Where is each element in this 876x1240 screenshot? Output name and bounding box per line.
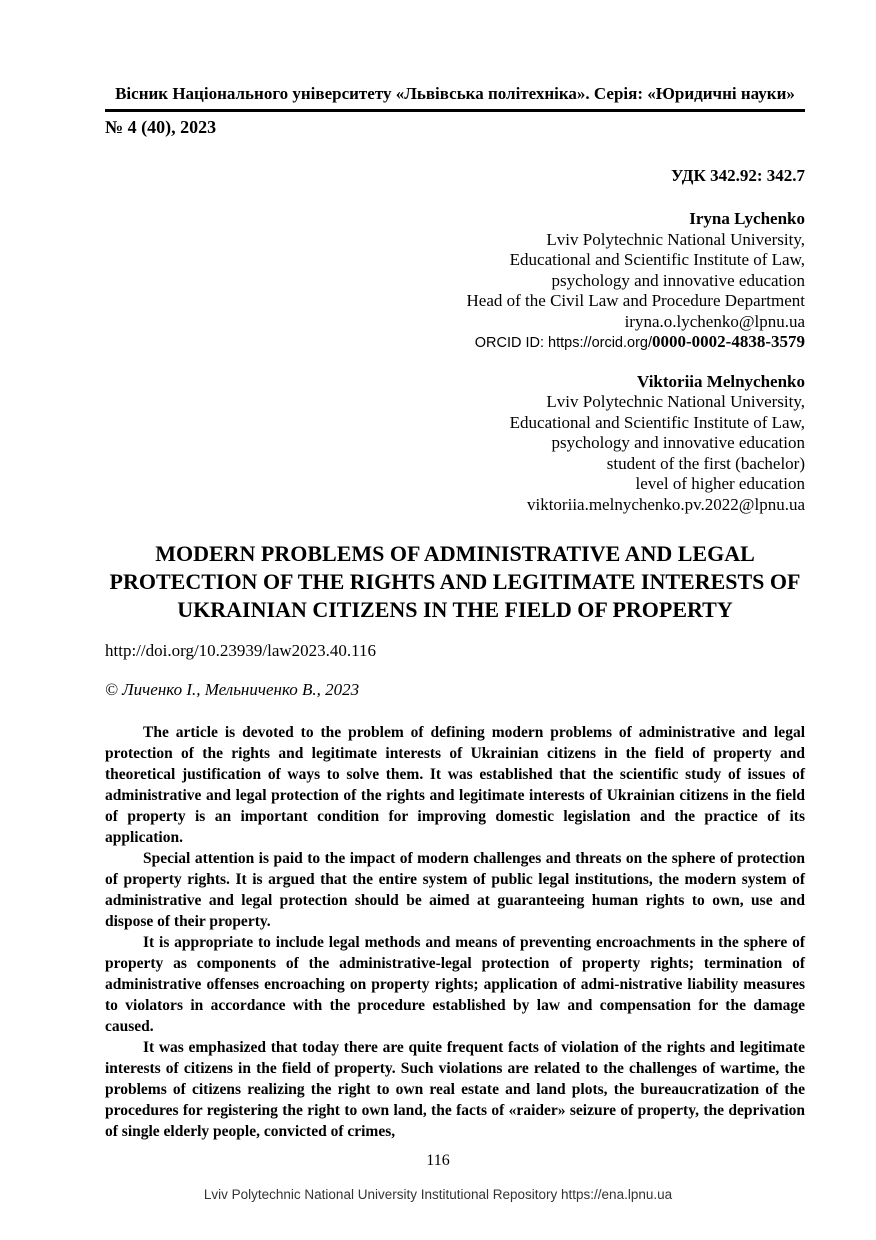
author-email[interactable]: iryna.o.lychenko@lpnu.ua xyxy=(624,311,805,331)
orcid-line[interactable] xyxy=(105,332,805,354)
author-name: Viktoriia Melnychenko xyxy=(637,371,805,391)
orcid-url-prefix: ORCID ID: https://orcid.org/ xyxy=(474,335,653,351)
affiliation-line: Head of the Civil Law and Procedure Department xyxy=(466,291,805,310)
author-block-lychenko xyxy=(105,209,805,354)
affiliation-line: Educational and Scientific Institute of Law, xyxy=(509,412,805,432)
abstract xyxy=(105,722,805,1142)
article-title-line: MODERN PROBLEMS OF ADMINISTRATIVE AND LEGAL xyxy=(155,541,755,566)
abstract-paragraph: The article is devoted to the problem of defining modern problems of administrative and legal protection of the rights and legitimate interests of Ukrainian citizens in the field of property and theoretical justification of ways to solve them. It was established that the scientific study of issues of administrative and legal protection of the rights and legitimate interests of Ukrainian citizens in the field of property is an important condition for improving domestic legislation and the practice of its application. xyxy=(105,724,805,846)
abstract-paragraph: Special attention is paid to the impact of modern challenges and threats on the sphere of protection of property rights. It is argued that the entire system of public legal institutions, the modern system of administrative and legal protection should be aimed at guaranteeing human rights to own, use and dispose of their property. xyxy=(105,850,805,930)
affiliation-line: student of the first (bachelor) xyxy=(606,453,805,473)
author-block-melnychenko xyxy=(105,372,805,516)
orcid-id: 0000-0002-4838-3579 xyxy=(652,332,805,351)
affiliation-line: Educational and Scientific Institute of Law, xyxy=(509,250,805,269)
article-title-line: UKRAINIAN CITIZENS IN THE FIELD OF PROPERTY xyxy=(177,597,733,622)
author-email[interactable]: viktoriia.melnychenko.pv.2022@lpnu.ua xyxy=(526,494,805,514)
affiliation-line: Lviv Polytechnic National University, xyxy=(546,392,805,411)
article-title xyxy=(105,540,805,624)
doi-link[interactable]: http://doi.org/10.23939/law2023.40.116 xyxy=(105,641,377,660)
copyright-notice: © Личенко І., Мельниченко В., 2023 xyxy=(105,680,360,699)
affiliation-line: psychology and innovative education xyxy=(551,270,805,290)
abstract-paragraph: It was emphasized that today there are quite frequent facts of violation of the rights and legitimate interests of citizens in the field of property. Such violations are related to the challenges of wartime, the problems of citizens realizing the right to own real estate and land plots, the bureaucratization of the procedures for registering the right to own land, the facts of «raider» seizure of property, the deprivation of single elderly people, convicted of crimes, xyxy=(105,1039,805,1140)
affiliation-line: Lviv Polytechnic National University, xyxy=(546,229,805,249)
article-title-line: PROTECTION OF THE RIGHTS AND LEGITIMATE INTERESTS OF xyxy=(109,569,801,594)
abstract-paragraph: It is appropriate to include legal methods and means of preventing encroachments in the sphere of property as components of the administrative-legal protection of property rights; termination of administrative offenses encroaching on property rights; application of admi-nistrative liability measures to violators in accordance with the procedure established by law and compensation for the damage caused. xyxy=(105,934,805,1035)
issue-number: № 4 (40), 2023 xyxy=(105,117,217,137)
page-number: 116 xyxy=(426,1152,450,1169)
affiliation-line: psychology and innovative education xyxy=(551,433,805,452)
journal-title: Вісник Національного університету «Львівська політехніка». Серія: «Юридичні науки» xyxy=(105,84,805,112)
repository-footer: Lviv Polytechnic National University Institutional Repository https://ena.lpnu.ua xyxy=(203,1187,673,1202)
author-name: Iryna Lychenko xyxy=(689,209,805,228)
affiliation-line: level of higher education xyxy=(635,474,805,493)
udc-code: УДК 342.92: 342.7 xyxy=(671,166,805,185)
